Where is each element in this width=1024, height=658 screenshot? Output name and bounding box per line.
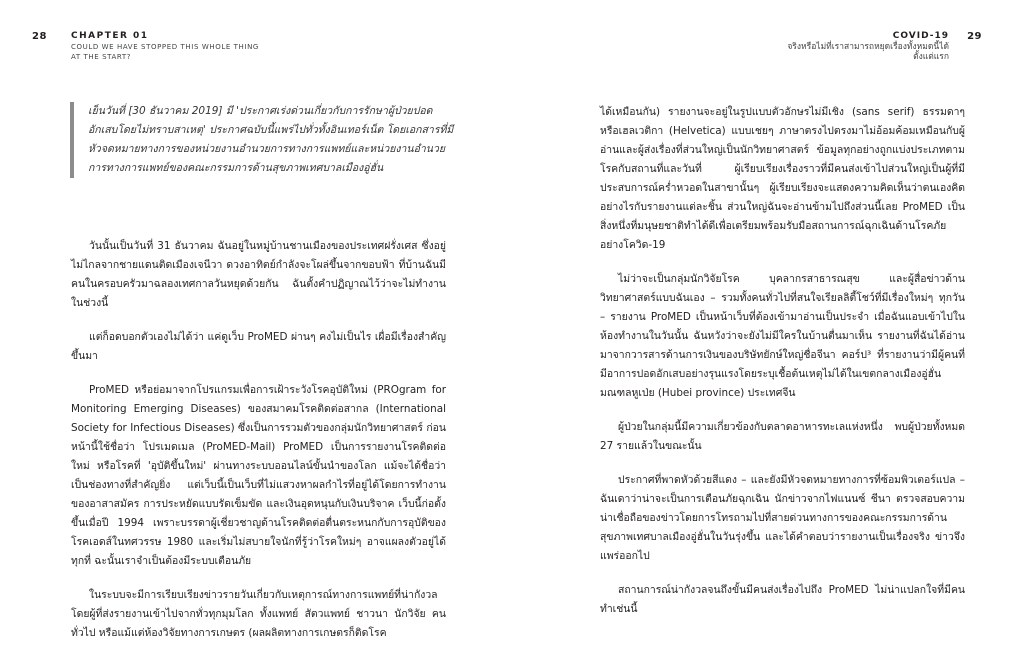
paragraph: ในระบบจะมีการเรียบเรียงข่าวรายวันเกี่ยวกับเหตุการณ์ทางการแพทย์ที่น่ากังวลโดยผู้ที่ส่งรายงานเข้าไปจากทั่วทุกมุมโลก ทั้งแพทย์ สัตวแพทย์ ชาวนา นักวิจัย คนทั่วไป หรือแม้แต่ห้องวิจัยทางการเกษตร (ผลผลิตทางการเกษตรก็ติดโรค bbox=[71, 589, 446, 639]
chapter-label: CHAPTER 01 bbox=[71, 31, 149, 41]
paragraph: ProMED หรือย่อมาจากโปรแกรมเพื่อการเฝ้าระวังโรคอุบัติใหม่ (PROgram for Monitoring Emerging Diseases) ของสมาคมโรคติดต่อสากล (International Society for Infectious Diseases) ซึ่งเป็นการรวมตัวของกลุ่มนักวิทยาศาสตร์ ก่อนหน้านี้ใช้ชื่อว่า โปรเมดเมล (ProMED-Mail) ProMED เป็นการรายงานโรคติดต่อใหม่ หรือโรคที่ 'อุบัติขึ้นใหม่' ผ่านทางระบบออนไลน์ขั้นนำของโลก แม้จะได้ชื่อว่าเป็นช่องทางที่สำคัญยิ่ง แต่เว็บนี้เป็นเว็บที่ไม่แสวงหาผลกำไรที่อยู่ได้โดยการทำงานของอาสาสมัคร การประหยัดแบบรัดเข็มขัด และเงินอุดหนุนกับเงินบริจาค เว็บนี้ก่อตั้งขึ้นเมื่อปี 1994 เพราะบรรดาผู้เชี่ยวชาญด้านโรคติดต่อตื่นตระหนกกับการอุบัติของโรคเอดส์ในทศวรรษ 1980 และเริ่มไม่สบายใจนักที่รู้ว่าโรคใหม่ๆ อาจแผลงตัวอยู่ได้ทุกที่ ฉะนั้นเราจำเป็นต้องมีระบบเตือนภัย bbox=[71, 384, 446, 567]
chapter-subtitle-line: AT THE START? bbox=[71, 53, 132, 61]
chapter-subtitle-line: COULD WE HAVE STOPPED THIS WHOLE THING bbox=[71, 43, 259, 51]
paragraph: ได้เหมือนกัน) รายงานจะอยู่ในรูปแบบตัวอักษรไม่มีเชิง (sans serif) ธรรมดาๆ หรือเฮลเวติกา (Helvetica) แบบเชยๆ ภาษาตรงไปตรงมาไม่อ้อมค้อมเหมือนกับผู้อ่านและผู้ส่งเรื่องที่ส่วนใหญ่เป็นนักวิทยาศาสตร์ ข้อมูลทุกอย่างถูกแบ่งประเภทตามโรคกับสถานที่และวันที่ ผู้เรียบเรียงเรื่องราวที่มีคนส่งเข้าไปส่วนใหญ่เป็นผู้ที่มีประสบการณ์คร่ำหวอดในสาขานั้นๆ ผู้เรียบเรียงจะแสดงความคิดเห็นว่าตนเองคิดอย่างไรกับรายงานแต่ละชิ้น ส่วนใหญ่ฉันจะอ่านข้ามไปถึงส่วนนี้เลย ProMED เป็นสิ่งหนึ่งที่มนุษยชาติทำได้ดีเพื่อเตรียมพร้อมรับมือสถานการณ์ฉุกเฉินด้านโรคภัยอย่างโควิด-19 bbox=[600, 106, 965, 251]
page-number: 28 bbox=[32, 31, 47, 42]
book-subtitle-line: จริงหรือไม่ที่เราสามารถหยุดเรื่องทั้งหมดนี้ได้ bbox=[787, 42, 949, 52]
epigraph-quote: เย็นวันที่ [30 ธันวาคม 2019] มี 'ประกาศเร่งด่วนเกี่ยวกับการรักษาผู้ป่วยปอดอักเสบโดยไม่ทราบสาเหตุ' ประกาศฉบับนี้แพร่ไปทั่วทั้งอินเทอร์เน็ต โดยเอกสารที่มีหัวจดหมายทางการของหน่วยงานอำนวยการทางการแพทย์และหน่วยงานอำนวยการทางการแพทย์ของคณะกรรมการด้านสุขภาพเทศบาลเมืองอู่ฮั่น bbox=[70, 102, 454, 178]
paragraph: สถานการณ์น่ากังวลจนถึงขั้นมีคนส่งเรื่องไปถึง ProMED ไม่น่าแปลกใจที่มีคนทำเช่นนี้ bbox=[600, 584, 965, 615]
paragraph: วันนั้นเป็นวันที่ 31 ธันวาคม ฉันอยู่ในหมู่บ้านชานเมืองของประเทศฝรั่งเศส ซึ่งอยู่ไม่ไกลจากชายแดนติดเมืองเจนีวา ดวงอาทิตย์กำลังจะโผล่ขึ้นจากขอบฟ้า ที่บ้านฉันมีคนในครอบครัวมาฉลองเทศกาลวันหยุดด้วยกัน ฉันตั้งคำปฏิญาณไว้ว่าจะไม่ทำงานในช่วงนี้ bbox=[71, 240, 446, 309]
book-title: COVID-19 bbox=[892, 31, 949, 41]
paragraph: แต่ก็อดบอกตัวเองไม่ได้ว่า แค่ดูเว็บ ProMED ผ่านๆ คงไม่เป็นไร เผื่อมีเรื่องสำคัญขึ้นมา bbox=[71, 331, 446, 362]
page-number: 29 bbox=[967, 31, 982, 42]
book-subtitle-line: ตั้งแต่แรก bbox=[913, 52, 949, 62]
body-text bbox=[71, 237, 446, 658]
right-page bbox=[512, 0, 1024, 641]
paragraph: ประกาศที่พาดหัวด้วยสีแดง – และยังมีหัวจดหมายทางการที่ซ้อมพิวเตอร์แปล – ฉันเดาว่าน่าจะเป็นการเตือนภัยฉุกเฉิน นักข่าวจากไฟแนนซ์ ชีนา ตรวจสอบความน่าเชื่อถือของข่าวโดยการโทรถามไปที่สายด่วนทางการของคณะกรรมการด้านสุขภาพเทศบาลเมืองอู่ฮั่นในวันรุ่งขึ้น และได้คำตอบว่ารายงานเป็นเรื่องจริง ข่าวจึงแพร่ออกไป bbox=[600, 474, 965, 562]
paragraph: ผู้ป่วยในกลุ่มนี้มีความเกี่ยวข้องกับตลาดอาหารทะเลแห่งหนึ่ง พบผู้ป่วยทั้งหมด 27 รายแล้วในขณะนั้น bbox=[600, 421, 965, 452]
running-header bbox=[787, 31, 949, 62]
paragraph: ไม่ว่าจะเป็นกลุ่มนักวิจัยโรค บุคลากรสาธารณสุข และผู้สื่อข่าวด้านวิทยาศาสตร์แบบฉันเอง – รวมทั้งคนทั่วไปที่สนใจเรียลลิตี้โชว์ที่มีเรื่องใหม่ๆ ทุกวัน – รายงาน ProMED เป็นหน้าเว็บที่ต้องเข้ามาอ่านเป็นประจำ เมื่อฉันแอบเข้าไปในห้องทำงานในวันนั้น ฉันหวังว่าจะยังไม่มีใครในบ้านตื่นมาเห็น รายงานที่ฉันได้อ่านมาจากวารสารด้านการเงินของบริษัทยักษ์ใหญ่ชื่อจีนา คอร์ป³ ที่รายงานว่ามีผู้คนที่มีอาการปอดอักเสบอย่างรุนแรงโดยระบุเชื้อต้นเหตุไม่ได้ในเขตกลางเมืองอู่ฮั่น มณฑลหูเป่ย (Hubei province) ประเทศจีน bbox=[600, 273, 965, 399]
body-text bbox=[600, 103, 965, 634]
running-header bbox=[71, 31, 259, 62]
left-page bbox=[0, 0, 512, 641]
